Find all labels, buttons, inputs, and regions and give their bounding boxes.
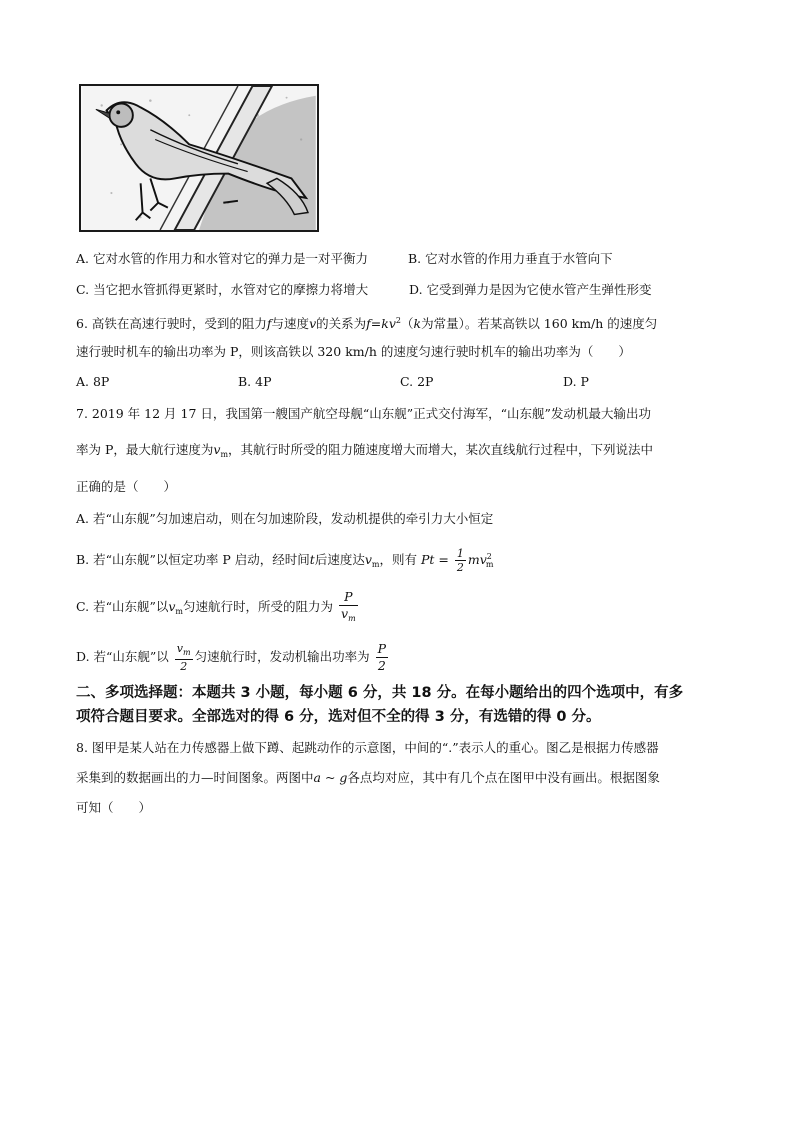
q6-option-a[interactable]: A. 8P [76, 374, 110, 389]
q6-var-v: v [309, 316, 317, 331]
fraction-numerator: P [377, 641, 387, 656]
q7-var-t: t [309, 552, 315, 567]
q6-text: 6. 高铁在高速行驶时，受到的阻力 [76, 316, 267, 331]
q6-option-c[interactable]: C. 2P [400, 374, 434, 389]
q7-exponent: 2 [486, 552, 492, 561]
bird-on-pipe-figure [79, 84, 319, 232]
fraction-denominator: 2 [175, 659, 193, 673]
q7-formula-mv: mv [467, 552, 487, 567]
q5-option-d[interactable]: D. 它受到弹力是因为它使水管产生弹性形变 [409, 282, 652, 297]
q7-fraction-p-over-2 [376, 641, 388, 674]
q7-option-a[interactable]: A. 若“山东舰”匀加速启动，则在匀加速阶段，发动机提供的牵引力大小恒定 [76, 511, 494, 526]
q7-var-v: v [213, 442, 221, 457]
fraction-numerator: P [344, 588, 353, 604]
q7-subscript-m: m [183, 648, 191, 657]
q7-var-v: v [168, 599, 176, 614]
fraction-numerator [175, 642, 193, 659]
q7-fraction-p-over-vm [339, 589, 358, 627]
q6-text: 的关系为 [316, 316, 367, 331]
q7-text: 后速度达 [314, 552, 365, 567]
q6-formula-exponent: 2 [395, 316, 401, 325]
q6-formula: f=kv [366, 316, 396, 331]
section-2-heading-line-1: 二、多项选择题：本题共 3 小题，每小题 6 分，共 18 分。在每小题给出的四个选项中，有多 [76, 685, 684, 701]
fraction-denominator: 2 [376, 657, 388, 674]
q7-fraction-half [455, 547, 466, 574]
q6-text: （ [400, 316, 414, 331]
q7-stem-line-3: 正确的是（ ） [76, 479, 177, 494]
q7-text: ，则有 [379, 552, 417, 567]
q7-text: C. 若“山东舰”以 [76, 599, 169, 614]
q8-stem-line-3: 可知（ ） [76, 800, 152, 815]
q8-stem-line-1: 8. 图甲是某人站在力传感器上做下蹲、起跳动作的示意图，中间的“.”表示人的重心。图乙是根据力传感器 [76, 740, 659, 755]
q6-option-d[interactable]: D. P [563, 374, 589, 389]
section-2-heading-line-2: 项符合题目要求。全部选对的得 6 分，选对但不全的得 3 分，有选错的得 0 分。 [76, 709, 601, 725]
q6-option-b[interactable]: B. 4P [238, 374, 272, 389]
q7-text: 率为 P，最大航行速度为 [76, 442, 214, 457]
q7-option-d[interactable] [76, 638, 390, 676]
q7-subscript-m: m [175, 607, 184, 616]
q7-var-v: v [176, 642, 184, 655]
q7-text: D. 若“山东舰”以 [76, 649, 169, 664]
fraction-denominator: 2 [456, 561, 464, 574]
q8-text: 采集到的数据画出的力—时间图象。两图中 [76, 770, 314, 785]
q7-fraction-vm-over-2 [175, 642, 193, 673]
fraction-denominator [339, 605, 358, 627]
q7-var-v: v [341, 605, 349, 621]
q6-stem-line-2: 速行驶时机车的输出功率为 P，则该高铁以 320 km/h 的速度匀速行驶时机车的输出功率为（ ） [76, 344, 631, 359]
q8-points-range: a ~ g [313, 770, 348, 785]
q7-subscript-m: m [485, 560, 494, 569]
q8-stem-line-2 [76, 769, 660, 787]
q7-option-b[interactable] [76, 540, 493, 582]
q7-stem-line-1: 7. 2019 年 12 月 17 日，我国第一艘国产航空母舰“山东舰”正式交付海军，“山东舰”发动机最大输出功 [76, 406, 651, 421]
q7-text: 匀速航行时，所受的阻力为 [183, 599, 334, 614]
q6-text: 为常量）。若某高铁以 160 km/h 的速度匀 [421, 316, 658, 331]
q7-text: B. 若“山东舰”以恒定功率 P 启动，经时间 [76, 552, 310, 567]
q7-var-v: v [364, 552, 372, 567]
bird-pipe-sketch [81, 86, 317, 230]
q7-subscript-m: m [348, 613, 356, 623]
q6-var-f: f [266, 316, 272, 331]
q6-text: 与速度 [271, 316, 310, 331]
q7-stem-line-2 [76, 441, 653, 464]
q7-subscript-m: m [371, 560, 380, 569]
q5-option-a[interactable]: A. 它对水管的作用力和水管对它的弹力是一对平衡力 [76, 251, 368, 266]
q6-stem-line-1 [76, 312, 657, 333]
q7-text: ，其航行时所受的阻力随速度增大而增大，某次直线航行过程中，下列说法中 [228, 442, 654, 457]
q6-var-k: k [413, 316, 422, 331]
q7-option-c[interactable] [76, 588, 360, 631]
q7-formula-pt: Pt = [420, 552, 449, 567]
q5-option-c[interactable]: C. 当它把水管抓得更紧时，水管对它的摩擦力将增大 [76, 282, 369, 297]
q8-text: 各点均对应，其中有几个点在图甲中没有画出。根据图象 [347, 770, 660, 785]
fraction-numerator: 1 [456, 547, 464, 560]
q7-subscript-m: m [220, 450, 229, 459]
q7-text: 匀速航行时，发动机输出功率为 [194, 649, 370, 664]
q5-option-b[interactable]: B. 它对水管的作用力垂直于水管向下 [408, 251, 613, 266]
